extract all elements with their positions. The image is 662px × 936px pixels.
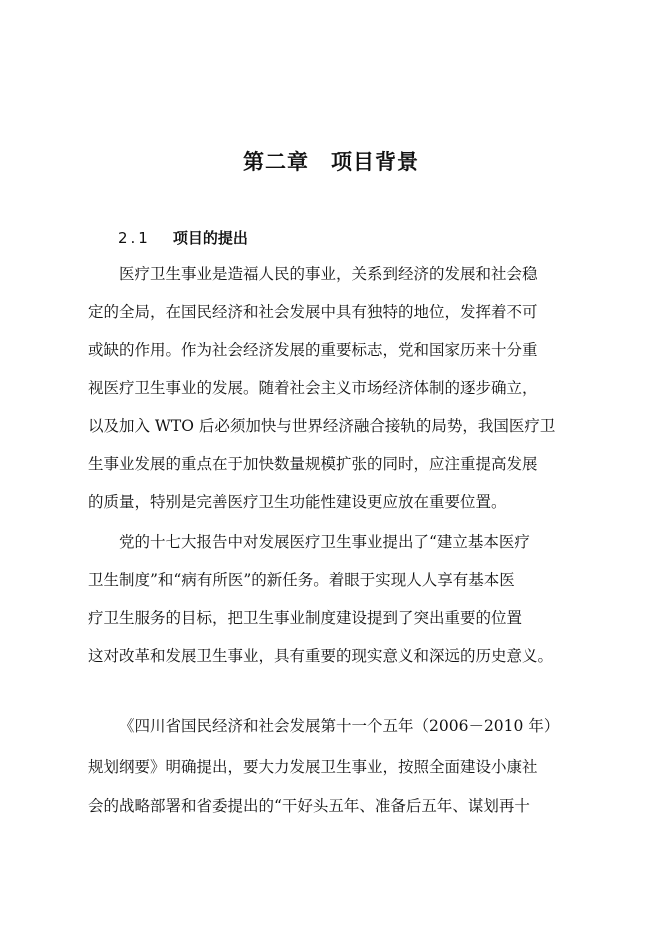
chapter-title: 第二章 项目背景 [243,150,419,174]
paragraph-1-line-6: 生事业发展的重点在于加快数量规模扩张的同时，应注重提高发展 [88,455,538,473]
section-title: 项目的提出 [172,229,248,247]
section-number: 2.1 [118,229,151,247]
section-heading [118,227,248,248]
paragraph-1-line-2: 定的全局，在国民经济和社会发展中具有独特的地位，发挥着不可 [88,303,538,321]
paragraph-3-line-2: 规划纲要》明确提出，要大力发展卫生事业，按照全面建设小康社 [88,758,538,776]
paragraph-1-line-7: 的质量，特别是完善医疗卫生功能性建设更应放在重要位置。 [88,493,507,511]
paragraph-1-line-1: 医疗卫生事业是造福人民的事业，关系到经济的发展和社会稳 [119,265,538,283]
paragraph-1-line-4: 视医疗卫生事业的发展。随着社会主义市场经济体制的逐步确立， [88,379,538,397]
paragraph-2-line-1: 党的十七大报告中对发展医疗卫生事业提出了“建立基本医疗 [119,533,530,551]
paragraph-1-line-3: 或缺的作用。作为社会经济发展的重要标志，党和国家历来十分重 [88,341,538,359]
paragraph-1-line-5: 以及加入 WTO 后必须加快与世界经济融合接轨的局势，我国医疗卫 [88,417,556,435]
paragraph-3-line-1: 《四川省国民经济和社会发展第十一个五年（2006－2010 年） [119,717,560,735]
paragraph-2-line-2: 卫生制度”和“病有所医”的新任务。着眼于实现人人享有基本医 [88,571,515,589]
paragraph-2-line-3: 疗卫生服务的目标，把卫生事业制度建设提到了突出重要的位置 [88,609,523,627]
paragraph-2-line-4: 这对改革和发展卫生事业，具有重要的现实意义和深远的历史意义。 [88,647,554,665]
paragraph-3-line-3: 会的战略部署和省委提出的“干好头五年、准备后五年、谋划再十 [88,797,530,815]
